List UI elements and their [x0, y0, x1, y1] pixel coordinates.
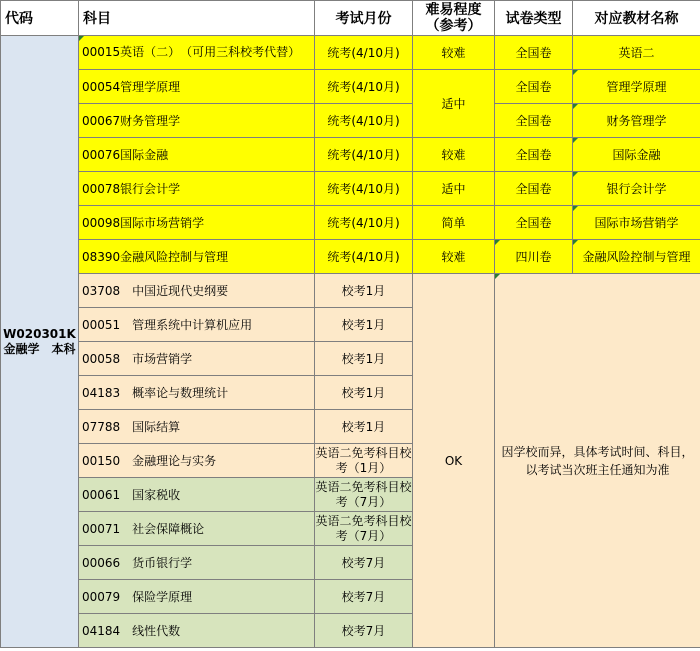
school-difficulty-cell: OK — [413, 274, 495, 648]
exam-month-cell: 校考1月 — [315, 342, 413, 376]
paper-type-cell: 四川卷 — [495, 240, 573, 274]
subject-cell: 00051 管理系统中计算机应用 — [79, 308, 315, 342]
header-textbook: 对应教材名称 — [573, 1, 700, 36]
exam-month-cell: 校考1月 — [315, 274, 413, 308]
exam-month-cell: 统考(4/10月) — [315, 138, 413, 172]
exam-month-cell: 校考1月 — [315, 410, 413, 444]
difficulty-cell: 较难 — [413, 36, 495, 70]
exam-month-cell: 统考(4/10月) — [315, 36, 413, 70]
subject-cell: 00076国际金融 — [79, 138, 315, 172]
exam-month-cell: 校考1月 — [315, 376, 413, 410]
table-row — [1, 240, 700, 274]
textbook-cell: 银行会计学 — [573, 172, 700, 206]
table-row — [1, 36, 700, 70]
subject-cell: 08390金融风险控制与管理 — [79, 240, 315, 274]
exam-month-cell: 统考(4/10月) — [315, 172, 413, 206]
header-exam-month: 考试月份 — [315, 1, 413, 36]
exam-month-cell: 校考1月 — [315, 308, 413, 342]
table-row — [1, 70, 700, 104]
textbook-cell: 国际市场营销学 — [573, 206, 700, 240]
header-row — [1, 1, 700, 36]
paper-type-cell: 全国卷 — [495, 104, 573, 138]
subject-cell: 00079 保险学原理 — [79, 580, 315, 614]
exam-month-cell: 统考(4/10月) — [315, 206, 413, 240]
header-subject: 科目 — [79, 1, 315, 36]
subject-cell: 04184 线性代数 — [79, 614, 315, 648]
exam-month-cell: 英语二免考科目校考（1月） — [315, 444, 413, 478]
major-name: 金融学 本科 — [3, 341, 76, 356]
paper-type-cell: 全国卷 — [495, 206, 573, 240]
paper-type-cell: 全国卷 — [495, 172, 573, 206]
table-row — [1, 206, 700, 240]
difficulty-cell: 适中 — [413, 70, 495, 138]
school-note-cell — [495, 274, 700, 648]
table-row — [1, 104, 700, 138]
paper-type-cell: 全国卷 — [495, 36, 573, 70]
header-difficulty — [413, 1, 495, 36]
header-difficulty-label: 难易程度（参考） — [425, 2, 482, 34]
subject-cell: 07788 国际结算 — [79, 410, 315, 444]
subject-cell: 00058 市场营销学 — [79, 342, 315, 376]
subject-cell: 00015英语（二） （可用三科校考代替） — [79, 36, 315, 70]
textbook-cell: 金融风险控制与管理 — [573, 240, 700, 274]
exam-month-cell: 校考7月 — [315, 614, 413, 648]
subject-cell: 00098国际市场营销学 — [79, 206, 315, 240]
textbook-cell: 英语二 — [573, 36, 700, 70]
exam-month-cell: 英语二免考科目校考（7月） — [315, 478, 413, 512]
exam-month-cell: 统考(4/10月) — [315, 70, 413, 104]
header-code: 代码 — [1, 1, 79, 36]
subject-cell: 00150 金融理论与实务 — [79, 444, 315, 478]
textbook-cell: 财务管理学 — [573, 104, 700, 138]
difficulty-cell: 较难 — [413, 240, 495, 274]
subject-cell: 03708 中国近现代史纲要 — [79, 274, 315, 308]
major-code: W020301K — [3, 326, 76, 341]
table-row — [1, 138, 700, 172]
difficulty-cell: 简单 — [413, 206, 495, 240]
paper-type-cell: 全国卷 — [495, 138, 573, 172]
exam-month-cell: 校考7月 — [315, 580, 413, 614]
school-note: 因学校而异，具体考试时间、科目，以考试当次班主任通知为准 — [501, 444, 694, 477]
subject-cell: 00071 社会保障概论 — [79, 512, 315, 546]
subject-cell: 04183 概率论与数理统计 — [79, 376, 315, 410]
subject-cell: 00054管理学原理 — [79, 70, 315, 104]
difficulty-cell: 较难 — [413, 138, 495, 172]
subject-cell: 00067财务管理学 — [79, 104, 315, 138]
paper-type-cell: 全国卷 — [495, 70, 573, 104]
exam-month-cell: 统考(4/10月) — [315, 240, 413, 274]
subject-cell: 00066 货币银行学 — [79, 546, 315, 580]
subject-cell: 00061 国家税收 — [79, 478, 315, 512]
header-paper-type: 试卷类型 — [495, 1, 573, 36]
table-row — [1, 172, 700, 206]
major-cell — [1, 36, 79, 648]
textbook-cell: 国际金融 — [573, 138, 700, 172]
textbook-cell: 管理学原理 — [573, 70, 700, 104]
table-row — [1, 274, 700, 308]
difficulty-cell: 适中 — [413, 172, 495, 206]
exam-month-cell: 校考7月 — [315, 546, 413, 580]
exam-month-cell: 统考(4/10月) — [315, 104, 413, 138]
exam-month-cell: 英语二免考科目校考（7月） — [315, 512, 413, 546]
subject-cell: 00078银行会计学 — [79, 172, 315, 206]
